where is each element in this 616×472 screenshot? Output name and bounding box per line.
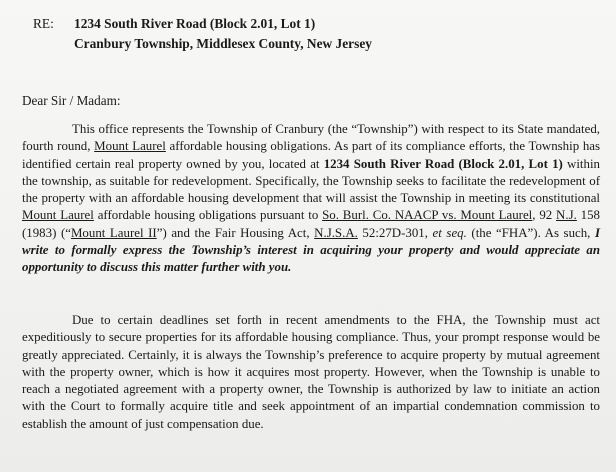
p1-text-5: , 92 — [532, 208, 557, 223]
p1-text-4: affordable housing obligations pursuant to — [93, 208, 323, 223]
reporter-citation: N.J. — [556, 208, 577, 223]
et-seq: et seq. — [432, 225, 467, 240]
p1-text-2: affordable housing obligations. As part of its compliance efforts, the Township has identified certain real property owned by you, located at — [22, 139, 600, 171]
mount-laurel-reference: Mount Laurel — [94, 139, 166, 154]
subject-address: 1234 South River Road (Block 2.01, Lot 1) — [74, 16, 316, 31]
p1-text-8: 52:27D-301, — [357, 225, 433, 240]
emphasis-statement: I write to formally express the Township’s interest in acquiring your property and would appreciate an opportunity to discuss this matter further with you. — [22, 225, 601, 275]
p1-text-3: within the township, as suitable for redevelopment. Specifically, the Township seeks to facilitate the redevelopment of the property with an affordable housing development that will assist the Township in meeting its constitutional — [22, 156, 600, 206]
subject-location: Cranbury Township, Middlesex County, New Jersey — [74, 36, 372, 51]
mount-laurel-ii-citation: Mount Laurel II — [70, 225, 157, 240]
property-reference: 1234 South River Road (Block 2.01, Lot 1) — [323, 156, 563, 171]
salutation: Dear Sir / Madam: — [22, 93, 121, 108]
p1-text-9: (the “FHA”). As such, — [466, 225, 595, 240]
statute-citation: N.J.S.A. — [314, 225, 358, 240]
re-label: RE: — [33, 16, 54, 31]
paragraph-1 — [22, 121, 600, 277]
p1-text-1: This office represents the Township of Cranbury (the “Township”) with respect to its State mandated, fourth round, — [22, 122, 600, 154]
p1-text-7: ”) and the Fair Housing Act, — [156, 225, 315, 240]
p1-text-6: 158 (1983) (“ — [22, 208, 600, 240]
case-citation: So. Burl. Co. NAACP vs. Mount Laurel — [322, 208, 533, 223]
mount-laurel-reference-2: Mount Laurel — [22, 208, 94, 223]
paragraph-2: Due to certain deadlines set forth in recent amendments to the FHA, the Township must act expeditiously to secure properties for its affordable housing compliance. Thus, your prompt response would be greatly appreciated. Certainly, it is always the Township’s preference to acquire property by mutual agreement with the property owner, which is how it acquires most property. However, when the Township is unable to reach a negotiated agreement with a property owner, the Township is authorized by law to initiate an action with the Court to formally acquire title and seek appointment of an impartial condemnation commission to establish the amount of just compensation due. — [22, 313, 600, 431]
